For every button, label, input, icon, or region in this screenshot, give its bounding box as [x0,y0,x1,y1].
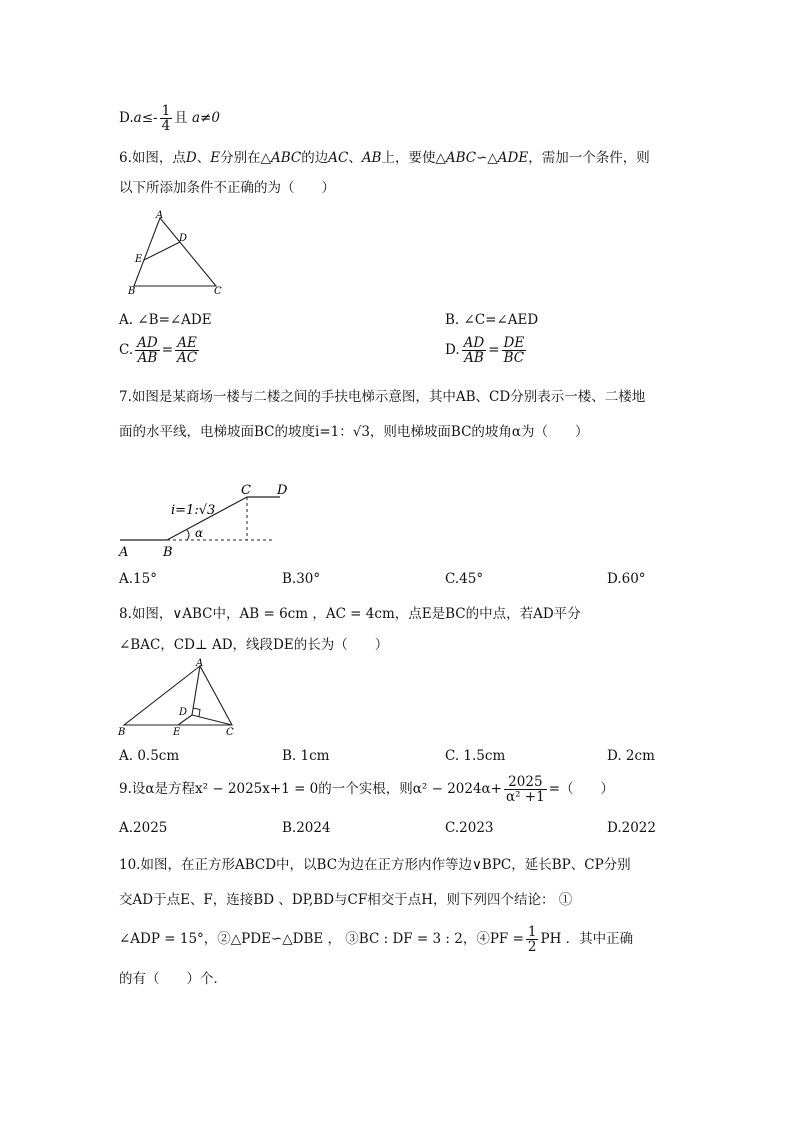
q6-d-den2: BC [503,350,525,367]
q7-stem-line1: 7.如图是某商场一楼与二楼之间的手扶电梯示意图，其中AB、CD分别表示一楼、二楼地 [119,389,646,405]
q7-option-b[interactable]: B.30° [282,571,321,587]
q6-line1-sep2: 、 [348,150,362,166]
q9-stem-post: =（ ） [548,781,615,798]
q7-line2-sqrt: √3 [352,424,370,440]
q7-fig-alpha: α [195,526,204,540]
q6-c-num2: AE [175,336,199,351]
q7-option-d[interactable]: D.60° [607,571,646,587]
q10-line3-post: PH ．其中正确 [540,931,634,948]
q6-option-a[interactable]: A. ∠B=∠ADE [119,312,212,328]
q7-escalator-figure [115,478,295,560]
q6-option-b[interactable]: B. ∠C=∠AED [445,312,539,328]
q10-stem-line3 [119,925,633,954]
q8-fig-label-c: C [226,727,234,738]
q6-d-num2: DE [503,335,525,351]
q6-line1-ab: AB [361,150,382,166]
q6-line1-tri: △ABC [260,150,302,166]
q6-d-num1: AD [463,335,485,351]
q6-triangle-figure [118,208,228,298]
q8-fig-label-b: B [118,727,126,738]
q7-fig-slope-label: i=1:√3 [171,503,216,518]
q9-stem-pre: 9.设α是方程x² − 2025x+1 = 0的一个实根，则α² − 2024α+ [119,781,502,798]
q5-option-d-fraction [160,104,173,133]
q8-option-a[interactable]: A. 0.5cm [119,748,180,764]
q6-fig-label-b: B [128,286,136,297]
q10-stem-line1: 10.如图，在正方形ABCD中，以BC为边在正方形内作等边∨BPC，延长BP、CP分别 [119,857,631,873]
q6-c-num1: AD [137,335,158,351]
q10-fraction [526,925,539,954]
q8-option-c[interactable]: C. 1.5cm [445,748,506,764]
q10-line3-pre: ∠ADP = 15°，②△PDE∽△DBE ， ③BC : DF = 3 : 2，④PF = [119,931,524,948]
q6-option-d-frac2 [502,336,527,365]
q10-stem-line4: 的有（ ）个． [119,971,227,987]
q7-line2-post: ，则电梯坡面BC的坡角α为（ ） [369,424,589,440]
q6-line1-cond: △ABC∽△ADE [435,150,529,166]
q7-line2-pre: 面的水平线，电梯坡面BC的坡度i=1： [119,424,353,440]
q5-option-d [119,104,220,133]
q6-option-c[interactable] [119,336,201,365]
q10-frac-num: 1 [527,924,537,940]
q8-stem-line2: ∠BAC，CD⊥ AD，线段DE的长为（ ） [119,637,389,653]
q6-c-eq: = [161,342,174,359]
q9-option-a[interactable]: A.2025 [119,820,168,836]
q8-option-d[interactable]: D. 2cm [607,748,655,764]
q8-fig-label-d: D [179,707,188,718]
q9-frac-den: α² +1 [505,789,545,806]
q6-line1-pre: 6.如图，点 [119,150,186,166]
q10-stem-line2: 交AD于点E、F，连接BD 、DP,BD与CF相交于点H，则下列四个结论： ① [119,892,573,908]
q6-d-eq: = [488,342,500,359]
q7-option-a[interactable]: A.15° [119,571,157,587]
q9-stem [119,775,614,804]
q6-option-d-prefix: D. [445,342,460,359]
q6-line1-d: D [185,150,197,166]
q6-c-den2: AC [177,350,198,367]
q5-option-d-tail: a≠0 [191,110,220,127]
q6-fig-label-d: D [179,233,188,244]
q6-line1-e: E [210,150,221,166]
q9-option-d[interactable]: D.2022 [607,820,656,836]
q7-fig-label-a: A [119,545,129,560]
q6-option-c-frac1 [135,336,160,365]
q8-fig-label-e: E [173,727,181,738]
q7-fig-label-d: D [277,483,288,498]
q8-triangle-figure [116,656,242,740]
q8-option-b[interactable]: B. 1cm [282,748,330,764]
q6-fig-label-c: C [214,286,222,297]
q5-option-d-prefix: D. [119,110,134,127]
q6-line1-end: ，需加一个条件，则 [528,150,650,166]
q7-fig-label-c: C [241,483,251,498]
q6-option-c-frac2 [175,336,199,365]
q5-option-d-le: ≤- [141,110,158,127]
q7-fig-label-b: B [163,545,173,560]
q8-fig-label-a: A [196,658,204,669]
q9-frac-num: 2025 [504,775,547,790]
q5-frac-num: 1 [161,103,171,119]
q7-stem-line2 [119,420,589,440]
q6-option-c-prefix: C. [119,342,134,359]
q6-stem-line2: 以下所添加条件不正确的为（ ） [119,180,335,196]
q5-option-d-var: a [133,110,142,127]
q9-fraction [504,775,547,804]
q6-line1-sep1: 、 [196,150,211,166]
q10-frac-den: 2 [527,939,537,956]
q6-line1-mid2: 的边 [301,150,329,166]
q6-stem-line1 [119,146,650,166]
q6-option-d[interactable] [445,336,528,365]
q5-option-d-mid: 且 [174,110,188,127]
q9-option-c[interactable]: C.2023 [445,820,494,836]
q6-fig-label-a: A [156,210,164,221]
q7-option-c[interactable]: C.45° [445,571,484,587]
q6-d-den1: AB [464,350,484,367]
q5-frac-den: 4 [161,118,171,135]
q6-c-den1: AB [137,350,158,367]
q6-line1-ac: AC [328,150,349,166]
q9-option-b[interactable]: B.2024 [282,820,331,836]
q6-option-d-frac1 [462,336,487,365]
q6-line1-post: 上，要使 [381,150,436,166]
q6-line1-mid: 分别在 [220,150,261,166]
q6-fig-label-e: E [135,254,143,265]
q8-stem-line1: 8.如图，∨ABC中，AB = 6cm ，AC = 4cm，点E是BC的中点，若AD平分 [119,606,581,622]
